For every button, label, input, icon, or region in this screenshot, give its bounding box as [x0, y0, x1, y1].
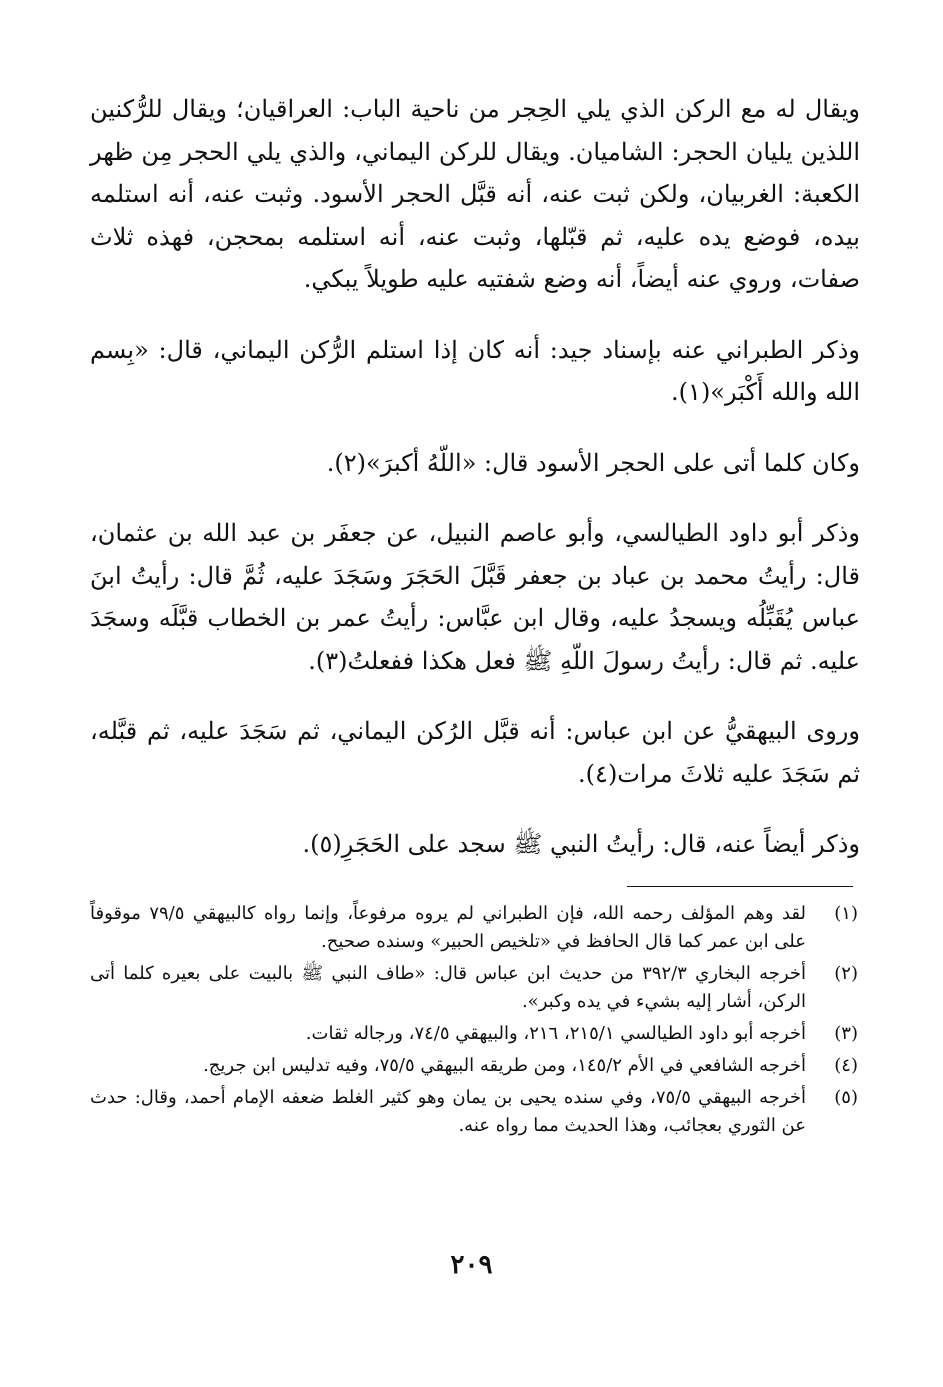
paragraph: وذكر الطبراني عنه بإسناد جيد: أنه كان إذا استلم الرُّكن اليماني، قال: «بِسم الله والله أَكْبَر»(١). — [90, 335, 860, 406]
paragraph: وذكر أيضاً عنه، قال: رأيتُ النبي ﷺ سجد على الحَجَرِ(٥). — [302, 830, 860, 858]
footnote-number: (١) — [834, 903, 858, 924]
paragraph: ويقال له مع الركن الذي يلي الحِجر من ناحية الباب: العراقيان؛ ويقال للرُّكنين اللذين يليان الحجر: الشاميان. ويقال للركن اليماني، والذي يلي الحجر مِن ظهر الكعبة: الغربيان، ولكن ثبت عنه، أنه قبَّل الحجر الأسود. وثبت عنه، أنه استلمه بيده، فوضع يده عليه، ثم قبّلها، وثبت عنه، أنه استلمه بمحجن، فهذه ثلاث صفات، وروي عنه أيضاً، أنه وضع شفتيه عليه طويلاً يبكي. — [90, 95, 860, 293]
paragraph: وكان كلما أتى على الحجر الأسود قال: «اللّهُ أكبرَ»(٢). — [326, 448, 860, 477]
footnote-item — [90, 1020, 860, 1048]
footnote-text: أخرجه البخاري ٣٩٢/٣ من حديث ابن عباس قال: «طاف النبي ﷺ بالبيت على بعيره كلما أتى الركن، أشار إليه بشيء في يده وكبر». — [90, 963, 806, 1012]
paragraph: وذكر أبو داود الطيالسي، وأبو عاصم النبيل، عن جعفَر بن عبد الله بن عثمان، قال: رأيتُ محمد بن عباد بن جعفر قَبَّلَ الحَجَرَ وسَجَدَ عليه، ثُمَّ قال: رأيتُ ابنَ عباس يُقَبِّلُه ويسجدُ عليه، وقال ابن عبَّاس: رأيتُ عمر بن الخطاب قبَّلَه وسجَدَ عليه. ثم قال: رأيتُ رسولَ اللّهِ ﷺ فعل هكذا ففعلتُ(٣). — [90, 519, 860, 675]
footnote-text: أخرجه البيهقي ٧٥/٥، وفي سنده يحيى بن يمان وهو كثير الغلط ضعفه الإمام أحمد، وقال: حدث عن الثوري بعجائب، وهذا الحديث مما رواه عنه. — [90, 1087, 806, 1136]
footnote-item — [90, 900, 860, 956]
footnote-text: أخرجه أبو داود الطيالسي ٢١٥/١، ٢١٦، والبيهقي ٧٤/٥، ورجاله ثقات. — [305, 1023, 806, 1044]
footnote-item — [90, 1084, 860, 1140]
footnote-item — [90, 960, 860, 1016]
footnotes — [90, 900, 860, 1144]
footnote-number: (٤) — [834, 1055, 858, 1076]
footnote-number: (٥) — [834, 1087, 858, 1108]
footnote-text: لقد وهم المؤلف رحمه الله، فإن الطبراني لم يروه مرفوعاً، وإنما رواه كالبيهقي ٧٩/٥ موقوفاً على ابن عمر كما قال الحافظ في «تلخيص الحبير» وسنده صحيح. — [90, 903, 806, 952]
footnote-number: (٣) — [834, 1023, 858, 1044]
footnote-item — [90, 1052, 860, 1080]
footnote-separator — [627, 886, 853, 887]
main-text — [90, 88, 860, 894]
paragraph: وروى البيهقيُّ عن ابن عباس: أنه قبَّل الرُكن اليماني، ثم سَجَدَ عليه، ثم قبَّله، ثم سَجَدَ عليه ثلاثَ مرات(٤). — [90, 717, 860, 788]
page-number: ٢٠٩ — [450, 1250, 493, 1280]
footnote-text: أخرجه الشافعي في الأم ١٤٥/٢، ومن طريقه البيهقي ٧٥/٥، وفيه تدليس ابن جريج. — [203, 1055, 806, 1076]
footnote-number: (٢) — [834, 963, 858, 984]
